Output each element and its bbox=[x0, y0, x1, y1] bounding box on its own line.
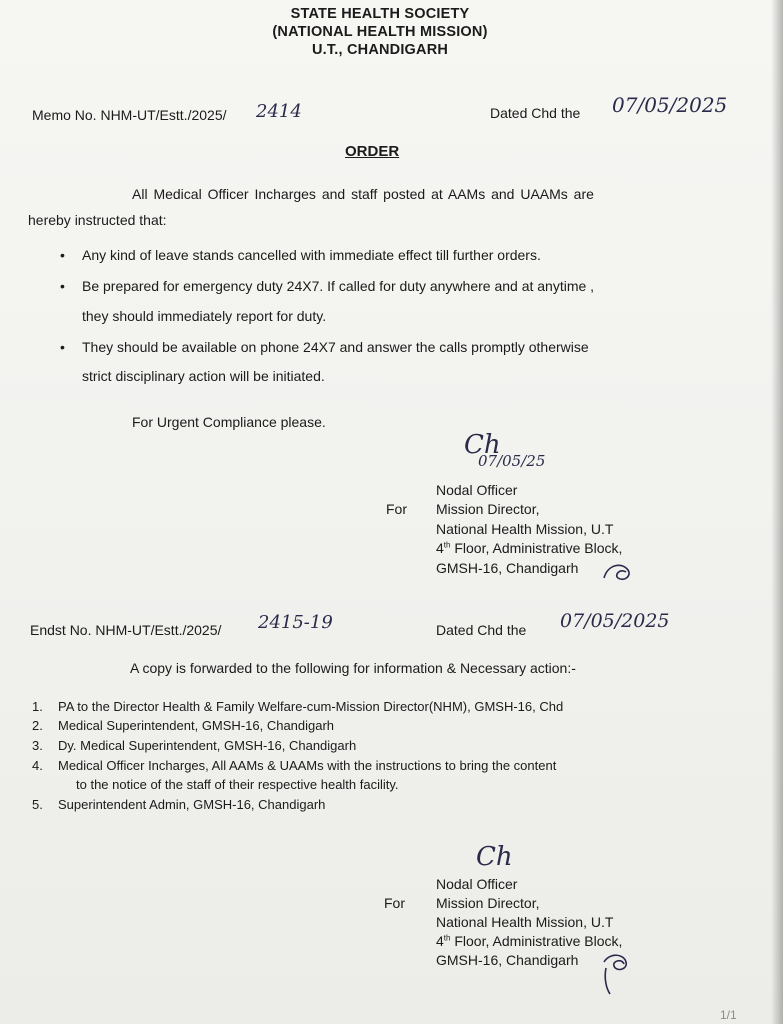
bullet-1-line-1: Any kind of leave stands cancelled with immediate effect till further orders. bbox=[82, 247, 541, 263]
header-org-sub: (NATIONAL HEALTH MISSION) bbox=[272, 24, 488, 40]
header-org-name: STATE HEALTH SOCIETY bbox=[290, 6, 470, 22]
page-marker: 1/1 bbox=[720, 1008, 737, 1022]
endst-dated-label: Dated Chd the bbox=[436, 622, 527, 638]
signatory2-line-1: Mission Director, bbox=[436, 895, 540, 911]
compliance-line: For Urgent Compliance please. bbox=[132, 414, 326, 430]
memo-number-handwritten: 2414 bbox=[256, 101, 302, 122]
signatory2-line-4: GMSH-16, Chandigarh bbox=[436, 952, 579, 968]
copy-list-number: 5. bbox=[32, 797, 43, 812]
signatory-line-2: National Health Mission, U.T bbox=[436, 521, 614, 537]
memo-label: Memo No. NHM-UT/Estt./2025/ bbox=[32, 107, 227, 123]
memo-date-handwritten: 07/05/2025 bbox=[612, 93, 728, 117]
copy-list-item-4-line-1: Medical Officer Incharges, All AAMs & UAAMs with the instructions to bring the content bbox=[58, 758, 557, 773]
copy-list-item-2: Medical Superintendent, GMSH-16, Chandigarh bbox=[58, 718, 335, 733]
copy-list-number: 1. bbox=[32, 699, 43, 714]
scan-edge-shadow bbox=[771, 0, 783, 1024]
order-title: ORDER bbox=[345, 143, 400, 160]
for-label-1: For bbox=[386, 501, 407, 517]
bullet-dot: • bbox=[60, 339, 65, 355]
signature-initials-1: Ch bbox=[464, 430, 501, 460]
pen-scribble-1 bbox=[600, 558, 636, 588]
bullet-3-line-2: strict disciplinary action will be initiated. bbox=[82, 368, 325, 384]
signature-initials-2: Ch bbox=[476, 842, 513, 872]
signatory-title-2: Nodal Officer bbox=[436, 876, 518, 892]
copy-list-item-4-line-2: to the notice of the staff of their respective health facility. bbox=[76, 777, 399, 792]
signatory2-line-2: National Health Mission, U.T bbox=[436, 914, 614, 930]
intro-line-1: All Medical Officer Incharges and staff posted at AAMs and UAAMs are bbox=[132, 186, 594, 202]
copy-forward-line: A copy is forwarded to the following for information & Necessary action:- bbox=[130, 660, 576, 676]
signatory-line-4: GMSH-16, Chandigarh bbox=[436, 560, 579, 576]
bullet-3-line-1: They should be available on phone 24X7 and answer the calls promptly otherwise bbox=[82, 339, 589, 355]
copy-list-number: 3. bbox=[32, 738, 43, 753]
bullet-2-line-1: Be prepared for emergency duty 24X7. If called for duty anywhere and at anytime , bbox=[82, 278, 595, 294]
signature-date-1: 07/05/25 bbox=[478, 452, 546, 470]
header-location: U.T., CHANDIGARH bbox=[311, 42, 449, 58]
signatory-line-3: 4th Floor, Administrative Block, bbox=[436, 540, 623, 556]
bullet-2-line-2: they should immediately report for duty. bbox=[82, 308, 327, 324]
signatory-line-1: Mission Director, bbox=[436, 501, 540, 517]
bullet-dot: • bbox=[60, 247, 65, 263]
copy-list-number: 2. bbox=[32, 718, 43, 733]
for-label-2: For bbox=[384, 895, 405, 911]
pen-scribble-2 bbox=[598, 948, 634, 998]
copy-list-item-1: PA to the Director Health & Family Welfare-cum-Mission Director(NHM), GMSH-16, Chd bbox=[58, 699, 564, 714]
signatory-title-1: Nodal Officer bbox=[436, 482, 518, 498]
signatory2-line-3: 4th Floor, Administrative Block, bbox=[436, 933, 623, 949]
copy-list-number: 4. bbox=[32, 758, 43, 773]
copy-list-item-5: Superintendent Admin, GMSH-16, Chandigarh bbox=[58, 797, 326, 812]
memo-dated-label: Dated Chd the bbox=[490, 105, 581, 121]
bullet-dot: • bbox=[60, 278, 65, 294]
endst-number-handwritten: 2415-19 bbox=[258, 612, 333, 633]
copy-list-item-3: Dy. Medical Superintendent, GMSH-16, Chandigarh bbox=[58, 738, 357, 753]
intro-line-2: hereby instructed that: bbox=[28, 212, 167, 228]
endst-label: Endst No. NHM-UT/Estt./2025/ bbox=[30, 622, 222, 638]
endst-date-handwritten: 07/05/2025 bbox=[560, 610, 670, 632]
